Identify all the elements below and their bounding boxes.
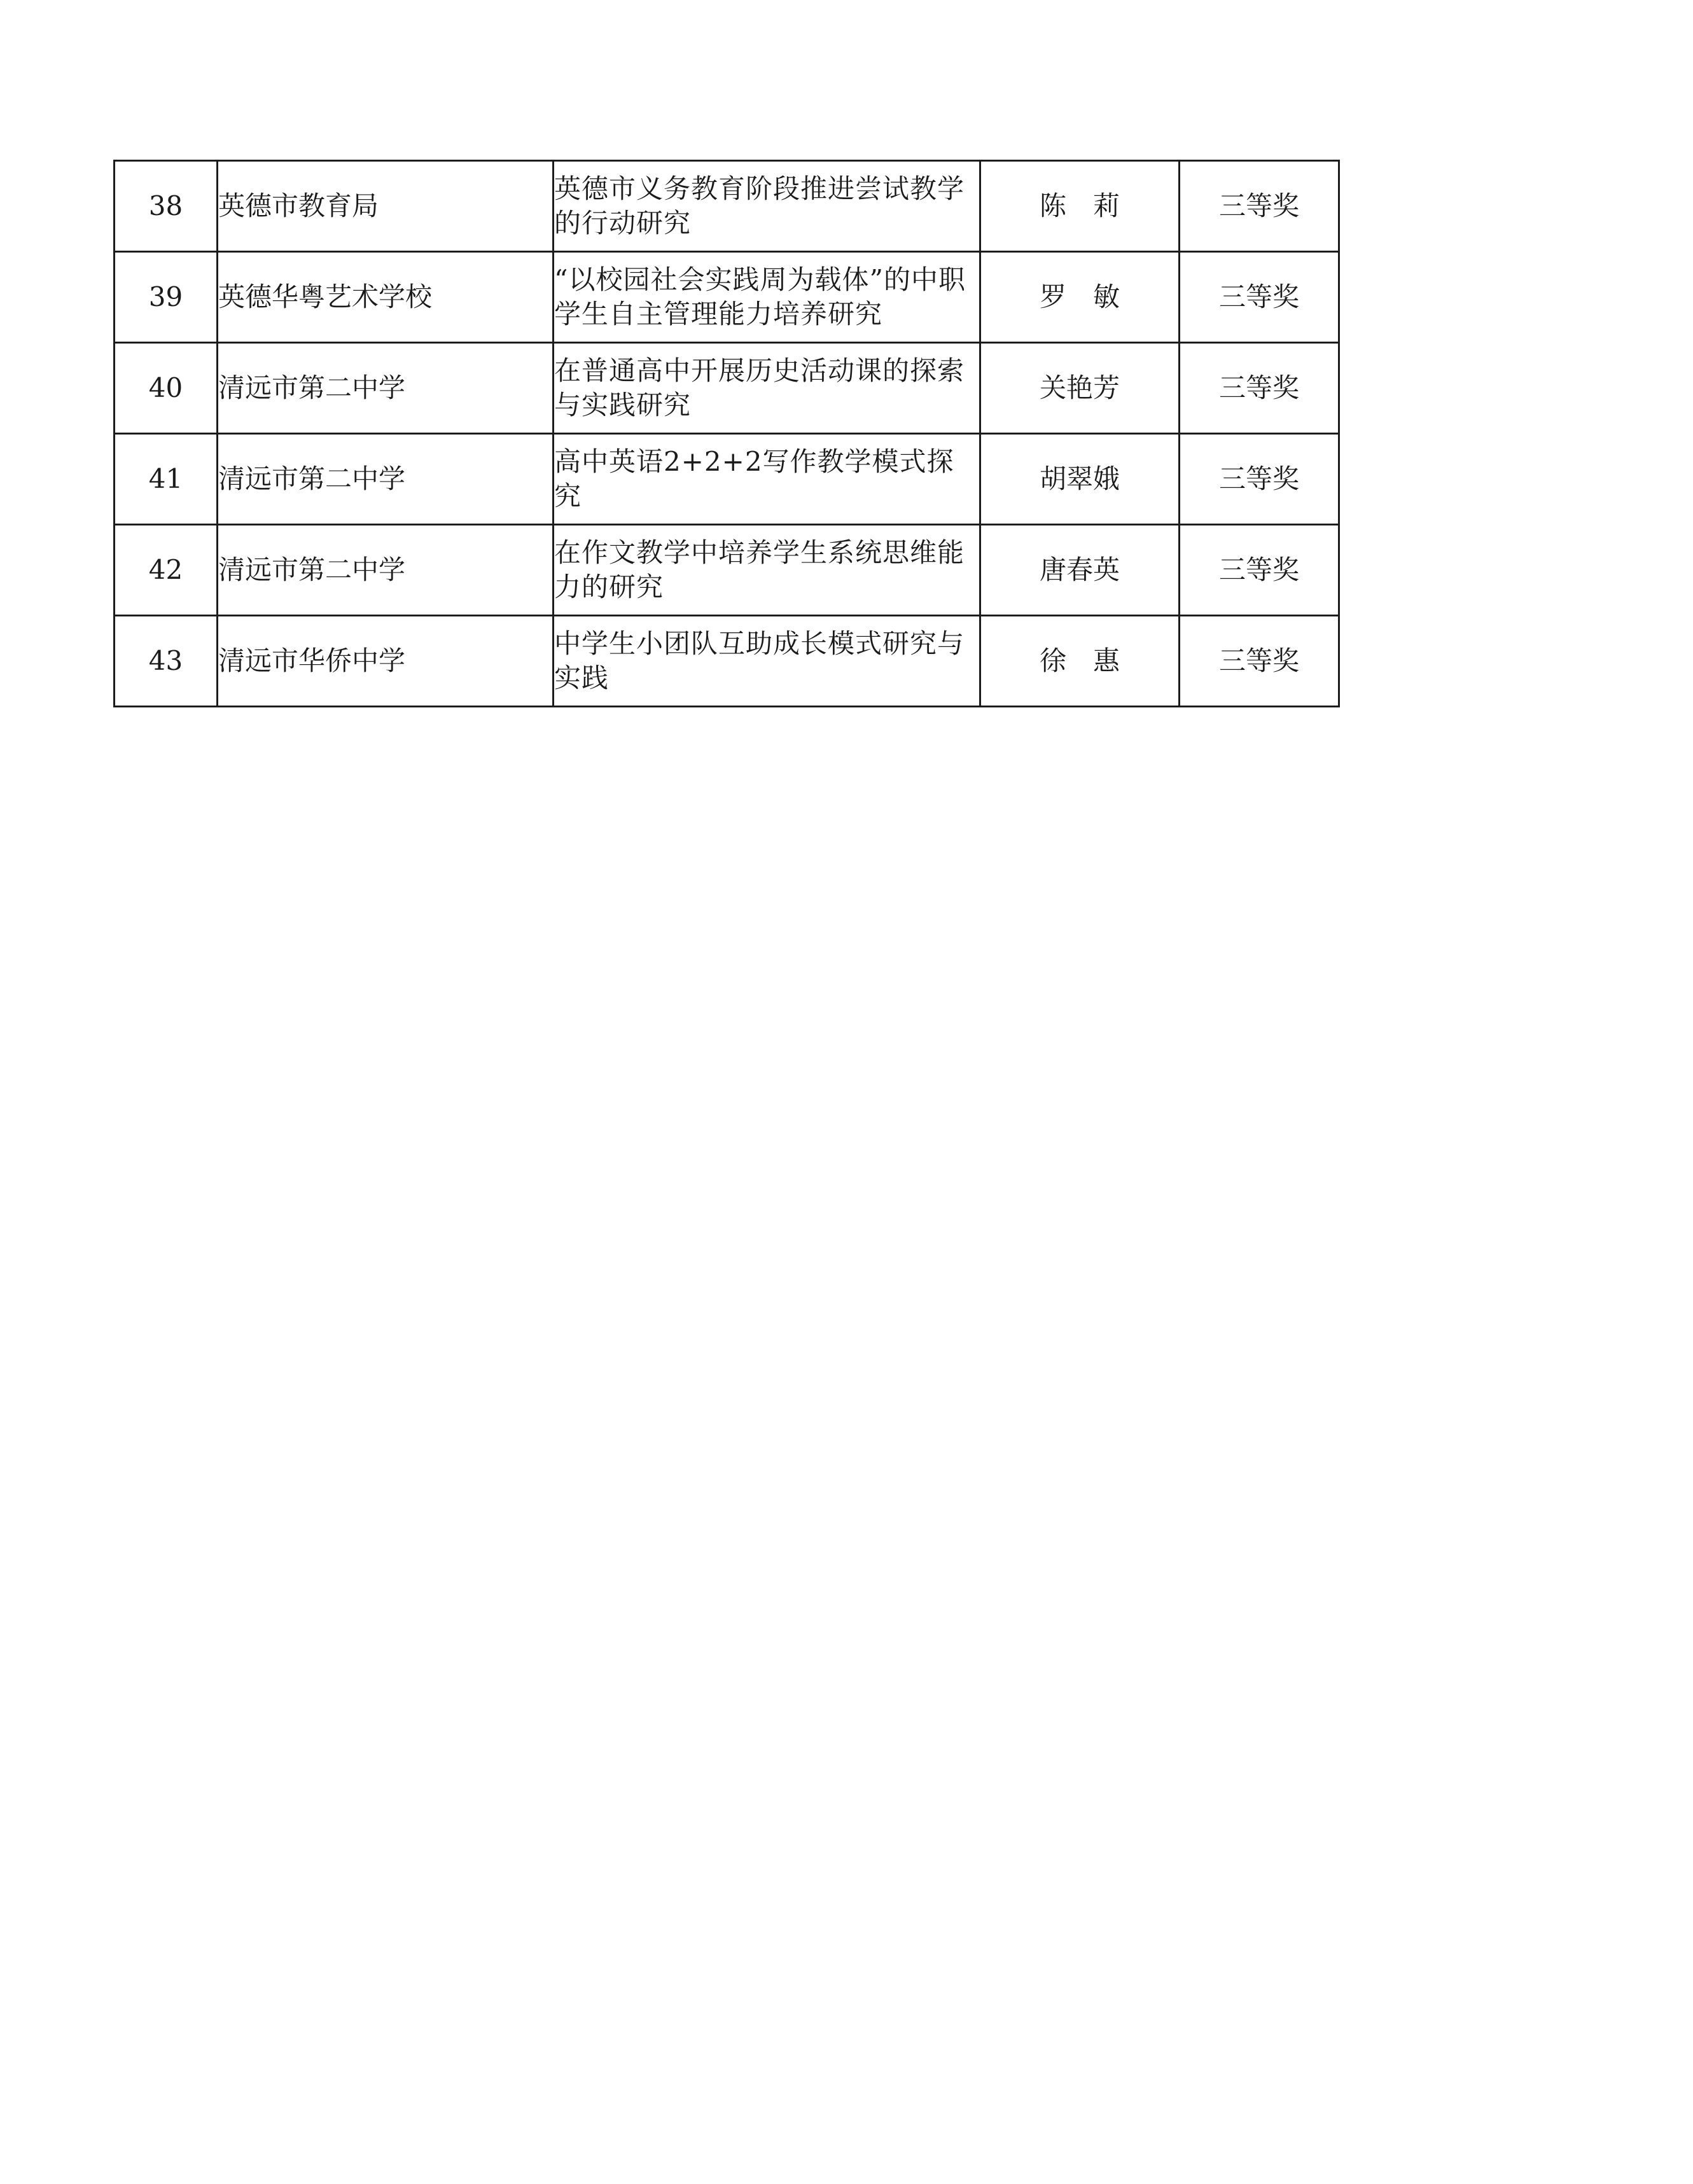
person-cell: 唐春英 — [980, 525, 1180, 616]
awards-table — [113, 160, 1340, 707]
award-cell: 三等奖 — [1180, 525, 1339, 616]
project-title-cell: 英德市义务教育阶段推进尝试教学的行动研究 — [554, 161, 980, 252]
project-title-cell: 中学生小团队互助成长模式研究与实践 — [554, 616, 980, 707]
award-cell: 三等奖 — [1180, 161, 1339, 252]
row-number: 38 — [115, 161, 218, 252]
row-number: 41 — [115, 434, 218, 525]
project-title-cell: 高中英语2+2+2写作教学模式探究 — [554, 434, 980, 525]
project-title-cell: 在普通高中开展历史活动课的探索与实践研究 — [554, 343, 980, 434]
award-cell: 三等奖 — [1180, 343, 1339, 434]
table-row — [115, 252, 1339, 343]
project-title-cell: 在作文教学中培养学生系统思维能力的研究 — [554, 525, 980, 616]
award-cell: 三等奖 — [1180, 434, 1339, 525]
organization-cell: 清远市华侨中学 — [218, 616, 554, 707]
row-number: 43 — [115, 616, 218, 707]
award-cell: 三等奖 — [1180, 616, 1339, 707]
table-row — [115, 525, 1339, 616]
organization-cell: 清远市第二中学 — [218, 525, 554, 616]
award-cell: 三等奖 — [1180, 252, 1339, 343]
table-row — [115, 434, 1339, 525]
row-number: 39 — [115, 252, 218, 343]
table-row — [115, 616, 1339, 707]
organization-cell: 英德华粤艺术学校 — [218, 252, 554, 343]
person-cell: 罗 敏 — [980, 252, 1180, 343]
person-cell: 徐 惠 — [980, 616, 1180, 707]
row-number: 40 — [115, 343, 218, 434]
organization-cell: 清远市第二中学 — [218, 343, 554, 434]
person-cell: 关艳芳 — [980, 343, 1180, 434]
organization-cell: 英德市教育局 — [218, 161, 554, 252]
table-row — [115, 343, 1339, 434]
organization-cell: 清远市第二中学 — [218, 434, 554, 525]
project-title-cell: “以校园社会实践周为载体”的中职学生自主管理能力培养研究 — [554, 252, 980, 343]
table-row — [115, 161, 1339, 252]
row-number: 42 — [115, 525, 218, 616]
person-cell: 陈 莉 — [980, 161, 1180, 252]
person-cell: 胡翠娥 — [980, 434, 1180, 525]
